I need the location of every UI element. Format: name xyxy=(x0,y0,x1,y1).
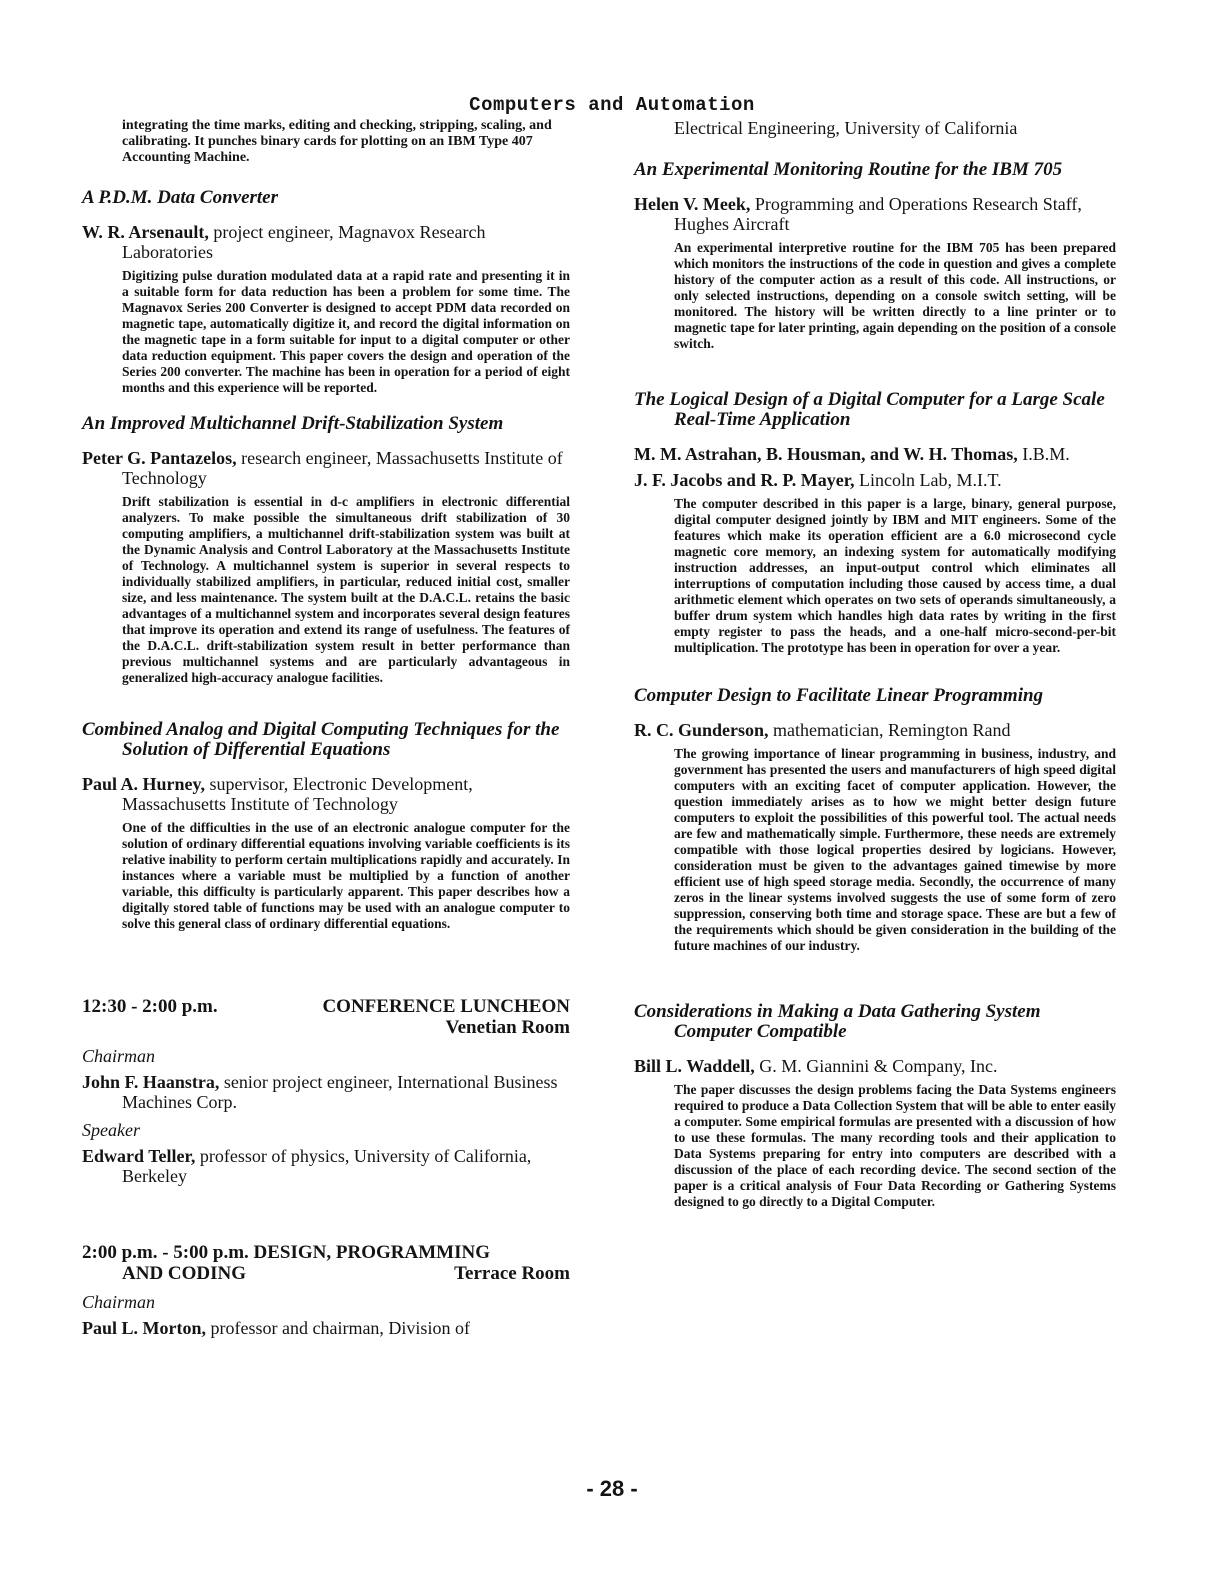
author-affiliation: Lincoln Lab, M.I.T. xyxy=(854,470,1002,490)
session-time: 12:30 - 2:00 p.m. xyxy=(82,996,218,1017)
author-line xyxy=(82,774,570,814)
session-room: Terrace Room xyxy=(454,1263,570,1284)
paper-entry xyxy=(634,686,1116,954)
continuation-text: integrating the time marks, editing and checking, stripping, scaling, and calibrating. It punches binary cards for plotting on an IBM Type 407 Accounting Machine. xyxy=(122,118,552,165)
session-name: DESIGN, PROGRAMMING xyxy=(253,1242,490,1263)
page-number: - 28 - xyxy=(586,1476,638,1501)
left-column xyxy=(82,118,570,1344)
session-room: Venetian Room xyxy=(445,1017,570,1038)
paper-abstract: The computer described in this paper is a large, binary, general purpose, digital computer designed jointly by IBM and MIT engineers. Some of the features which make its operation efficient are a 6.0 microsecond cycle magnetic core memory, an indexing system for automatically modifying instruction addresses, an input-output control which eliminates all interruptions of computation including those caused by access time, a dual arithmetic element which operates on two sets of operands simultaneously, a buffer drum system which handles high data rates by writing in the first empty register to pass the heads, and a one-half micro-second-per-bit multiplication. The prototype has been in operation for over a year. xyxy=(674,496,1116,655)
paper-entry xyxy=(634,1002,1116,1210)
author-name: Paul A. Hurney, xyxy=(82,774,206,794)
chairman-name: John F. Haanstra, xyxy=(82,1072,220,1092)
author-name: J. F. Jacobs and R. P. Mayer, xyxy=(634,470,855,490)
author-affiliation: G. M. Giannini & Company, Inc. xyxy=(754,1056,998,1076)
paper-entry xyxy=(82,188,570,396)
luncheon-session xyxy=(82,996,570,1038)
right-column xyxy=(634,118,1116,1214)
chairman-label: Chairman xyxy=(82,1292,156,1312)
paper-title: An Improved Multichannel Drift-Stabilization System xyxy=(82,413,504,434)
paper-title: Combined Analog and Digital Computing Techniques for the Solution of Differential Equations xyxy=(82,719,560,760)
chairman-label: Chairman xyxy=(82,1046,156,1066)
chairman-line xyxy=(82,1318,570,1338)
author-name: M. M. Astrahan, B. Housman, and W. H. Thomas, xyxy=(634,444,1018,464)
speaker-affiliation: professor of physics, University of California, Berkeley xyxy=(122,1146,532,1186)
author-line xyxy=(634,444,1116,464)
speaker-label: Speaker xyxy=(82,1120,140,1140)
paper-abstract: Drift stabilization is essential in d-c amplifiers in electronic differential analyzers. To make possible the simultaneous drift stabilization of 30 computing amplifiers, a multichannel drift-stabilization system was built at the Dynamic Analysis and Control Laboratory at the Massachusetts Institute of Technology. A multichannel system is superior in several respects to individually stabilized amplifiers, in particular, reduced initial cost, smaller size, and less maintenance. The system built at the D.A.C.L. retains the basic advantages of a multichannel system and incorporates several design features that improve its operation and extend its range of usefulness. The features of the D.A.C.L. drift-stabilization system result in better performance than previous multichannel systems and are particularly advantageous in generalized high-accuracy analogue facilities. xyxy=(122,494,570,685)
paper-title: A P.D.M. Data Converter xyxy=(82,187,279,208)
page-header: Computers and Automation xyxy=(469,94,755,116)
paper-abstract: The growing importance of linear programming in business, industry, and government has presented the users and manufacturers of high speed digital computers with an exciting facet of computer application. However, the question immediately arises as to how we might better design future computers to exploit the possibilities of this powerful tool. The actual needs are few and mathematically simple. Furthermore, these needs are extremely compatible with those logical properties desired by logicians. However, consideration must be given to the advantages gained timewise by more efficient use of high speed storage media. Secondly, the occurrence of many zeros in the linear systems involved suggests the use of some form of zero suppression, conserving both time and storage space. These are but a few of the requirements which should be given consideration in the building of the future machines of our industry. xyxy=(674,746,1116,953)
paper-abstract: An experimental interpretive routine for the IBM 705 has been prepared which monitors the instructions of the code in question and gives a complete history of the computer action as a result of this code. All instructions, or only selected instructions, depending on a console switch setting, will be monitored. The history will be written directly to a line printer or to magnetic tape for later printing, again depending on the position of a console switch. xyxy=(674,240,1116,351)
author-affiliation: research engineer, Massachusetts Institute of Technology xyxy=(122,448,563,488)
paper-entry xyxy=(634,160,1116,352)
continuation-text: Electrical Engineering, University of California xyxy=(674,118,1018,138)
chairman-line xyxy=(82,1072,570,1112)
design-session xyxy=(82,1242,570,1284)
paper-title: Considerations in Making a Data Gathering System Computer Compatible xyxy=(634,1001,1041,1042)
author-affiliation: supervisor, Electronic Development, Massachusetts Institute of Technology xyxy=(122,774,473,814)
paper-title: An Experimental Monitoring Routine for the IBM 705 xyxy=(634,159,1063,180)
author-line xyxy=(634,194,1116,234)
author-name: Bill L. Waddell, xyxy=(634,1056,755,1076)
chairman-affiliation: professor and chairman, Division of xyxy=(206,1318,470,1338)
author-affiliation: mathematician, Remington Rand xyxy=(768,720,1011,740)
author-line xyxy=(634,720,1116,740)
paper-entry xyxy=(634,390,1116,656)
session-name-cont: AND CODING xyxy=(122,1263,247,1284)
speaker-name: Edward Teller, xyxy=(82,1146,196,1166)
session-name: CONFERENCE LUNCHEON xyxy=(322,996,570,1017)
paper-title: Computer Design to Facilitate Linear Programming xyxy=(634,685,1044,706)
author-line xyxy=(634,1056,1116,1076)
author-line xyxy=(82,222,570,262)
author-line xyxy=(634,470,1116,490)
session-time: 2:00 p.m. - 5:00 p.m. xyxy=(82,1242,249,1263)
chairman-affiliation: senior project engineer, International Business Machines Corp. xyxy=(122,1072,558,1112)
author-name: W. R. Arsenault, xyxy=(82,222,209,242)
author-name: Helen V. Meek, xyxy=(634,194,751,214)
author-name: R. C. Gunderson, xyxy=(634,720,769,740)
author-name: Peter G. Pantazelos, xyxy=(82,448,237,468)
speaker-line xyxy=(82,1146,570,1186)
author-affiliation: Programming and Operations Research Staff, Hughes Aircraft xyxy=(674,194,1082,234)
author-affiliation: project engineer, Magnavox Research Laboratories xyxy=(122,222,486,262)
author-affiliation: I.B.M. xyxy=(1017,444,1070,464)
chairman-name: Paul L. Morton, xyxy=(82,1318,206,1338)
paper-title: The Logical Design of a Digital Computer for a Large Scale Real-Time Application xyxy=(634,389,1105,430)
paper-abstract: The paper discusses the design problems facing the Data Systems engineers required to produce a Data Collection System that will be able to enter easily a computer. Some empirical formulas are presented with a discussion of how to use these formulas. The many recording tools and their application to Data Systems preparing for entry into computers are described with a discussion of the place of each recording device. The second section of the paper is a critical analysis of Four Data Recording or Gathering Systems designed to go directly to a Digital Computer. xyxy=(674,1082,1116,1209)
paper-entry xyxy=(82,414,570,686)
paper-entry xyxy=(82,720,570,932)
author-line xyxy=(82,448,570,488)
paper-abstract: Digitizing pulse duration modulated data at a rapid rate and presenting it in a suitable form for data reduction has been a problem for some time. The Magnavox Series 200 Converter is designed to accept PDM data recorded on magnetic tape, automatically digitize it, and record the digital information on the magnetic tape in a form suitable for input to a digital computer or other data reduction equipment. This paper covers the design and operation of the Series 200 converter. The machine has been in operation for a period of eight months and this experience will be reported. xyxy=(122,268,570,395)
paper-abstract: One of the difficulties in the use of an electronic analogue computer for the solution of ordinary differential equations involving variable coefficients is its relative inability to perform certain multiplications rapidly and accurately. In instances where a variable must be multiplied by a function of another variable, this difficulty is particularly apparent. This paper describes how a digitally stored table of functions may be used with an analogue computer to solve this general class of ordinary differential equations. xyxy=(122,820,570,931)
